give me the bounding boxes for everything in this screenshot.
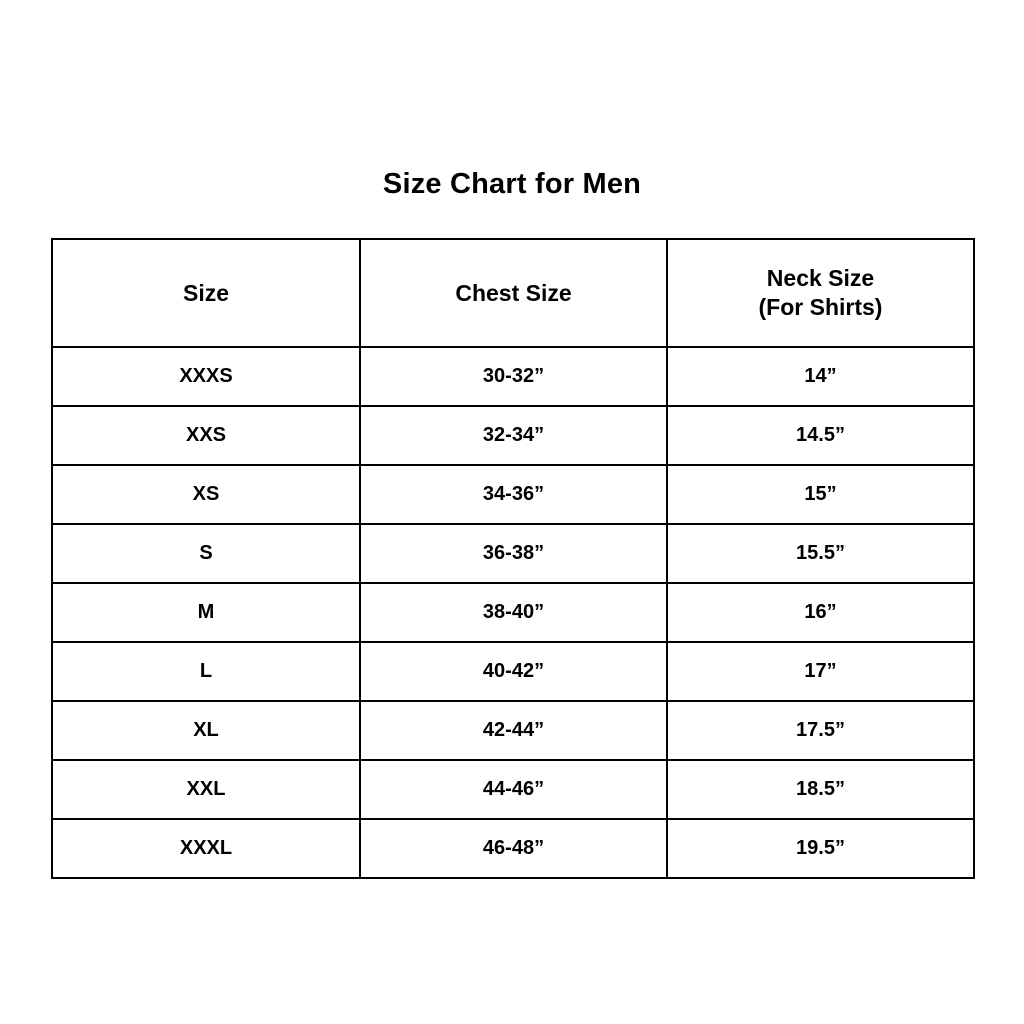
table-row: [52, 819, 974, 878]
table-row: [52, 701, 974, 760]
table-row: [52, 406, 974, 465]
cell-size: XXXS: [52, 347, 360, 406]
table-row: [52, 642, 974, 701]
size-chart-table-wrapper: [51, 238, 973, 879]
cell-size: L: [52, 642, 360, 701]
cell-size: S: [52, 524, 360, 583]
column-header-chest: [360, 239, 667, 347]
cell-neck: 18.5”: [667, 760, 974, 819]
cell-size: XS: [52, 465, 360, 524]
column-header-neck: [667, 239, 974, 347]
table-body: [52, 347, 974, 878]
cell-neck: 17.5”: [667, 701, 974, 760]
cell-chest: 38-40”: [360, 583, 667, 642]
cell-neck: 14”: [667, 347, 974, 406]
column-header-size: [52, 239, 360, 347]
cell-size: XXXL: [52, 819, 360, 878]
cell-chest: 34-36”: [360, 465, 667, 524]
cell-neck: 16”: [667, 583, 974, 642]
cell-neck: 15”: [667, 465, 974, 524]
table-row: [52, 524, 974, 583]
cell-neck: 15.5”: [667, 524, 974, 583]
cell-chest: 32-34”: [360, 406, 667, 465]
cell-neck: 14.5”: [667, 406, 974, 465]
cell-chest: 42-44”: [360, 701, 667, 760]
cell-chest: 44-46”: [360, 760, 667, 819]
table-row: [52, 760, 974, 819]
table-row: [52, 465, 974, 524]
table-header-row: [52, 239, 974, 347]
table-row: [52, 347, 974, 406]
column-header-neck-sublabel: (For Shirts): [758, 294, 883, 320]
cell-chest: 36-38”: [360, 524, 667, 583]
cell-chest: 40-42”: [360, 642, 667, 701]
cell-chest: 30-32”: [360, 347, 667, 406]
cell-size: XL: [52, 701, 360, 760]
cell-size: XXS: [52, 406, 360, 465]
cell-size: XXL: [52, 760, 360, 819]
column-header-chest-label: Chest Size: [455, 279, 572, 306]
size-chart-table: [51, 238, 975, 879]
cell-chest: 46-48”: [360, 819, 667, 878]
table-header: [52, 239, 974, 347]
cell-size: M: [52, 583, 360, 642]
page-title: Size Chart for Men: [382, 168, 642, 200]
column-header-neck-label: Neck Size: [766, 265, 875, 292]
cell-neck: 19.5”: [667, 819, 974, 878]
table-row: [52, 583, 974, 642]
column-header-size-label: Size: [182, 279, 230, 306]
cell-neck: 17”: [667, 642, 974, 701]
